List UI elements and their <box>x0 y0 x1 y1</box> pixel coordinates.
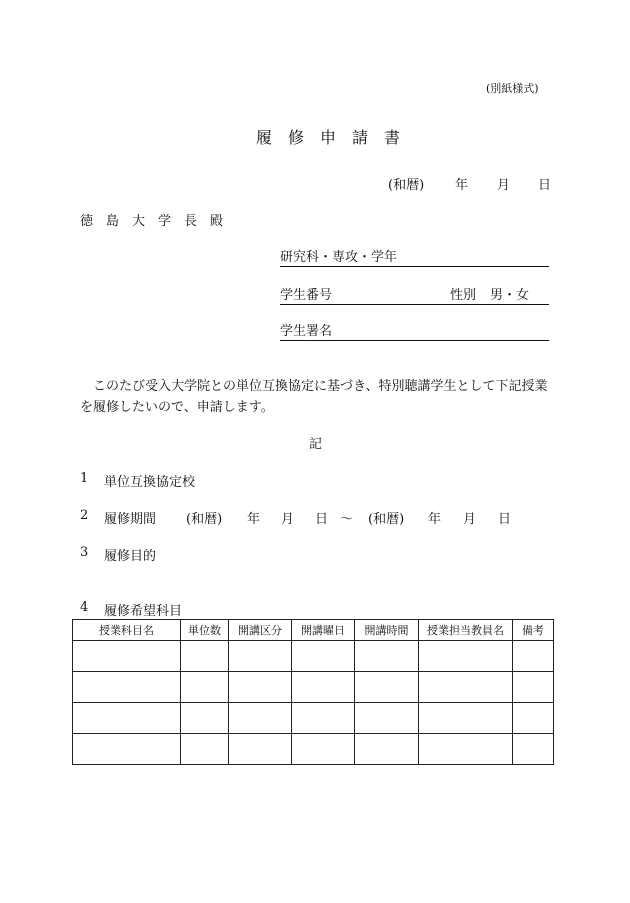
table-cell[interactable] <box>229 703 292 734</box>
header-period: 開講時間 <box>355 620 419 641</box>
student-number-field[interactable] <box>280 284 549 305</box>
item-3 <box>80 545 380 563</box>
item-2-to-era: (和暦) <box>368 512 405 527</box>
item-4-label: 履修希望科目 <box>104 604 183 619</box>
table-cell[interactable] <box>181 641 229 672</box>
gender-label: 性別 <box>450 288 477 303</box>
addressee: 徳島大学長殿 <box>80 214 237 229</box>
item-2-to-month: 月 <box>463 512 477 527</box>
date-day: 日 <box>538 178 552 193</box>
table-cell[interactable] <box>419 641 513 672</box>
table-cell[interactable] <box>292 672 355 703</box>
table-row <box>73 672 554 703</box>
header-credits: 単位数 <box>181 620 229 641</box>
student-number-label: 学生番号 <box>280 288 333 303</box>
table-cell[interactable] <box>419 703 513 734</box>
table-cell[interactable] <box>513 703 554 734</box>
table-cell[interactable] <box>73 703 181 734</box>
item-2-number: 2 <box>80 508 89 523</box>
header-remarks: 備考 <box>513 620 554 641</box>
item-3-number: 3 <box>80 545 89 560</box>
table-cell[interactable] <box>513 672 554 703</box>
student-name-label: 学生署名 <box>280 324 333 339</box>
table-cell[interactable] <box>181 703 229 734</box>
item-4-number: 4 <box>80 600 89 615</box>
item-2-from-year: 年 <box>247 512 261 527</box>
department-label: 研究科・専攻・学年 <box>280 250 398 265</box>
table-cell[interactable] <box>419 734 513 765</box>
table-cell[interactable] <box>292 734 355 765</box>
table-cell[interactable] <box>513 641 554 672</box>
header-term: 開講区分 <box>229 620 292 641</box>
table-cell[interactable] <box>355 672 419 703</box>
item-2-to-day: 日 <box>498 512 512 527</box>
table-cell[interactable] <box>355 641 419 672</box>
item-2-from-era: (和暦) <box>186 512 223 527</box>
student-name-field[interactable] <box>280 320 549 341</box>
table-cell[interactable] <box>73 641 181 672</box>
date-year: 年 <box>455 178 469 193</box>
item-2-from-day: 日 <box>315 512 329 527</box>
item-1-number: 1 <box>80 471 89 486</box>
item-2 <box>80 508 550 526</box>
table-cell[interactable] <box>181 734 229 765</box>
table-header-row <box>73 620 554 641</box>
table-cell[interactable] <box>292 641 355 672</box>
header-weekday: 開講曜日 <box>292 620 355 641</box>
table-cell[interactable] <box>292 703 355 734</box>
table-cell[interactable] <box>355 703 419 734</box>
item-1 <box>80 471 380 489</box>
table-cell[interactable] <box>229 641 292 672</box>
table-cell[interactable] <box>73 734 181 765</box>
table-cell[interactable] <box>229 672 292 703</box>
date-month: 月 <box>497 178 511 193</box>
table-cell[interactable] <box>73 672 181 703</box>
header-course-name: 授業科目名 <box>73 620 181 641</box>
gender-options[interactable]: 男・女 <box>490 288 530 303</box>
item-2-to-year: 年 <box>428 512 442 527</box>
table-row <box>73 641 554 672</box>
table-cell[interactable] <box>419 672 513 703</box>
header-instructor: 授業担当教員名 <box>419 620 513 641</box>
form-reference-label: (別紙様式) <box>486 82 539 95</box>
table-cell[interactable] <box>229 734 292 765</box>
department-field[interactable] <box>280 246 549 267</box>
item-2-tilde: 〜 <box>340 512 354 527</box>
item-4 <box>80 600 380 618</box>
date-era: (和暦) <box>388 178 425 193</box>
table-row <box>73 703 554 734</box>
table-cell[interactable] <box>181 672 229 703</box>
item-2-label: 履修期間 <box>104 512 157 527</box>
page-title: 履修申請書 <box>256 128 417 147</box>
item-3-label: 履修目的 <box>104 549 157 564</box>
table-cell[interactable] <box>355 734 419 765</box>
ki-heading: 記 <box>309 437 323 452</box>
table-cell[interactable] <box>513 734 554 765</box>
item-1-label: 単位互換協定校 <box>104 475 196 490</box>
course-table <box>72 619 554 765</box>
table-row <box>73 734 554 765</box>
item-2-from-month: 月 <box>281 512 295 527</box>
application-statement: このたび受入大学院との単位互換協定に基づき、特別聴講学生として下記授業を履修したいので、申請します。 <box>80 379 548 415</box>
